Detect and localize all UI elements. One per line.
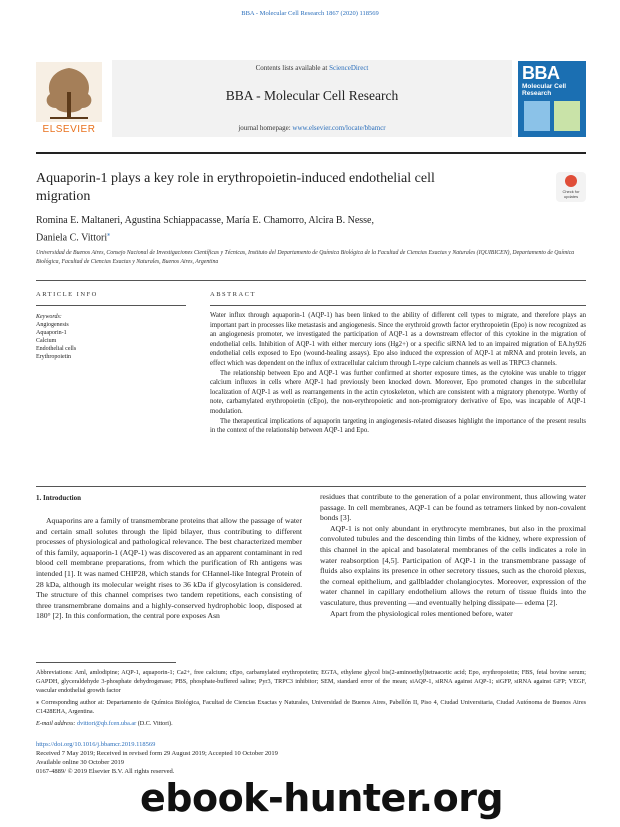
abstract-paragraph-3: The therapeutical implications of aquaporin targeting in angiogenesis-related diseases highlight the importance of the present results in the context of the relationship between AQP-1 and Epo.	[210, 417, 586, 435]
intro-paragraph-1: Aquaporins are a family of transmembrane proteins that allow the passage of water and certain small solutes through the lipid bilayer, thus contributing to different processes of physiological and pathological relevance. The best characterized member of this family, aquaporin-1 (AQP-1) was discovered as an apparent contaminant in red blood cell membrane preparations, from which the purification of Rh antigens was intended [1]. It was named CHIP28, which stands for CHannel-like Integral Protein of 28 kDa, although its molecular weight rises to 36 kDa if glycosylation is considered. The structure of this channel comprises two tandem repetitions, each consisting of three transmembrane domains and a highly-conserved hydrophobic loop, disposed at 180° [2]. In this conformation, the central pore exposes Asn	[36, 516, 302, 621]
footnote-divider	[36, 662, 176, 663]
body-column-right	[320, 492, 586, 619]
article-info-heading: ARTICLE INFO	[36, 291, 98, 298]
received-dates: Received 7 May 2019; Received in revised form 29 August 2019; Accepted 10 October 2019	[36, 750, 278, 757]
email-link[interactable]: dvittori@qb.fcen.uba.ar	[77, 720, 137, 727]
sciencedirect-link[interactable]: ScienceDirect	[329, 64, 369, 72]
keyword-item: Endothelial cells	[36, 346, 77, 352]
keyword-item: Calcium	[36, 338, 57, 344]
intro-paragraph-2: AQP-1 is not only abundant in erythrocyte membranes, but also in the proximal convoluted tubules and the descending thin limbs of the kidney, where expression of this channel in the apical and basolateral membranes of the cells indicates a role in water reabsorption [4,5]. Participation of AQP-1 in the transmembrane passage of fluids also explains its presence in other secretory tissues, such as the choroid plexus, the corneal epithelium, and gallbladder cholangiocytes. Moreover, expression of the water channel in capillary endothelium allows the return of tissue fluids into the vasculature, thus preventing —and eventually helping dissipate— edema [2].	[320, 523, 586, 607]
journal-homepage-link[interactable]: www.elsevier.com/locate/bbamcr	[292, 124, 386, 132]
keyword-item: Aquaporin-1	[36, 330, 67, 336]
keywords-label: Keywords:	[36, 314, 62, 320]
cover-subtitle: Molecular Cell Research	[522, 83, 567, 97]
article-info-rule	[36, 305, 186, 306]
corresponding-author-mark[interactable]: ⁎	[107, 232, 111, 238]
body-column-left	[36, 516, 302, 622]
authors-line-2: Daniela C. Vittori	[36, 232, 108, 244]
footnotes	[36, 668, 586, 731]
publisher-wordmark: ELSEVIER	[42, 124, 96, 135]
author-affiliation: Universidad de Buenos Aires, Consejo Nacional de Investigaciones Científicas y Técnicas, Instituto del Departamento de Química Biológica de la Facultad de Ciencias Exactas y Naturales (IQUIBICEN), Departamento de Química Biológica, Facultad de Ciencias Exactas y Naturales, Buenos Aires, Argentina	[36, 250, 575, 265]
copyright-notice: 0167-4889/ © 2019 Elsevier B.V. All rights reserved.	[36, 768, 175, 775]
abstract-paragraph-1: Water influx through aquaporin-1 (AQP-1) has been linked to the ability of different cell types to migrate, and therefore plays an important part in processes like metastasis and angiogenesis. Since the erythroid growth factor erythropoietin (Epo) is now recognized as an angiogenesis promoter, we investigated the participation of AQP-1 as a downstream effector of this cytokine in the migration of endothelial cells. Inhibition of AQP-1 with either mercury ions (Hg2+) or a specific siRNA led to an impaired migration of EA.hy926 endothelial cells exposed to Epo (wound-healing assays). Epo also induced the expression of AQP-1 at mRNA and protein levels, an effect which was dependent on the influx of extracellular calcium through L-type calcium channels as well as TRPC3 channels.	[210, 312, 586, 367]
keyword-item: Erythropoietin	[36, 354, 71, 360]
corresponding-author-footnote: ⁎ Corresponding author at: Departamento de Química Biológica, Facultad de Ciencias Exactas y Naturales, Universidad de Buenos Aires, Pabellón II, Piso 4, Ciudad Universitaria, Ciudad Autónoma de Buenos Aires C1428EHA, Argentina.	[36, 699, 586, 715]
check-for-updates-button[interactable]	[556, 172, 586, 202]
available-online-date: Available online 30 October 2019	[36, 759, 124, 766]
abstract-rule	[210, 305, 586, 306]
journal-homepage: journal homepage: www.elsevier.com/locate/bbamcr	[238, 124, 386, 132]
cover-title: BBA	[522, 63, 560, 83]
header-divider	[36, 152, 586, 154]
journal-reference[interactable]: BBA - Molecular Cell Research 1867 (2020) 118569	[241, 10, 379, 17]
keywords-list	[36, 313, 186, 361]
abstract-paragraph-2: The relationship between Epo and AQP-1 was further confirmed at shorter exposure times, as the cytokine was unable to trigger calcium influxes in cells where AQP-1 had previously been knocked down. Moreover, Epo promoted changes in the subcellular localization of AQP-1 as well as rearrangements in the actin cytoskeleton, which are consistent with a migratory phenotype. Worthy of note, carbamylated erythropoietin (cEpo), the non-erythropoietic and non-promigratory derivative of Epo, was incapable of AQP-1 modulation.	[210, 369, 586, 415]
intro-paragraph-3: Apart from the physiological roles mentioned before, water	[330, 608, 513, 618]
article-title: Aquaporin-1 plays a key role in erythropoietin-induced endothelial cell migration	[36, 171, 435, 204]
authors-line-1: Romina E. Maltaneri, Agustina Schiappacasse, María E. Chamorro, Alcira B. Nesse,	[36, 215, 374, 226]
affiliation-divider	[36, 280, 586, 281]
publication-info	[36, 740, 436, 776]
watermark-text: ebook-hunter.org	[140, 776, 504, 820]
email-label: E-mail address:	[36, 720, 78, 727]
abstract-body	[210, 311, 586, 436]
check-updates-label: Check for updates	[562, 189, 580, 199]
keyword-item: Angiogenesis	[36, 322, 69, 328]
abbreviations-footnote: Abbreviations: Aml, amlodipine; AQP-1, aquaporin-1; Ca2+, free calcium; cEpo, carbamylated erythropoietin; EGTA, ethylene glycol bis(2-aminoethyl)tetraacetic acid; Epo, erythropoietin; FBS, fetal bovine serum; GAPDH, glyceraldehyde 3-phosphate dehydrogenase; PBS, phosphate-buffered saline; Pyr3, TRPC3 inhibitor; SEM, standard error of the mean; siAQP-1, siRNA against AQP-1; siGFP, siRNA against GFP; VEGF, vascular endothelial growth factor	[36, 669, 586, 694]
email-suffix: (D.C. Vittori).	[136, 720, 173, 727]
abstract-bottom-divider	[36, 486, 586, 487]
journal-title: BBA - Molecular Cell Research	[225, 88, 399, 103]
intro-paragraph-continued: residues that contribute to the generation of a polar environment, thus allowing water passage. In cell membranes, AQP-1 can be found as tetramers linked by non-covalent bonds [3].	[320, 492, 586, 523]
doi-link[interactable]: https://doi.org/10.1016/j.bbamcr.2019.118569	[36, 741, 156, 748]
author-list	[36, 214, 476, 245]
cover-image-left	[524, 101, 550, 131]
abstract-heading: ABSTRACT	[210, 291, 256, 298]
check-updates-icon	[565, 175, 577, 187]
cover-image-right	[554, 101, 580, 131]
contents-availability: Contents lists available at ScienceDirect	[255, 64, 369, 72]
email-footnote	[36, 719, 586, 728]
introduction-heading: 1. Introduction	[36, 494, 81, 502]
journal-cover-thumbnail	[518, 61, 586, 137]
